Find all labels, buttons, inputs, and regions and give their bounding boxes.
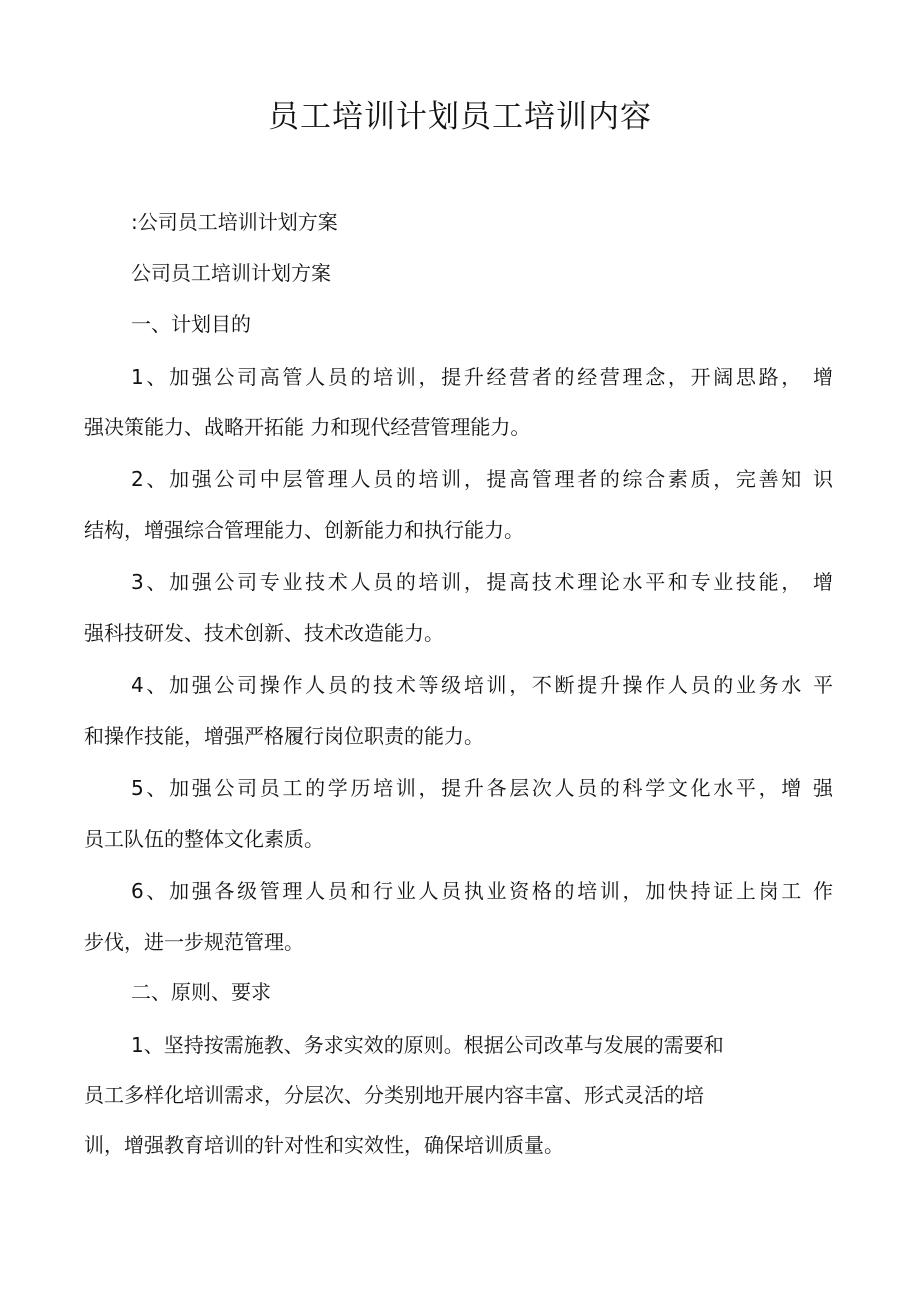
paragraph-line: 5、加强公司员工的学历培训，提升各层次人员的科学文化水平，增 强 xyxy=(131,776,833,800)
paragraph-line: 4、加强公司操作人员的技术等级培训，不断提升操作人员的业务水 平 xyxy=(131,673,833,697)
paragraph-line: 2、加强公司中层管理人员的培训，提高管理者的综合素质，完善知 识 xyxy=(131,467,833,491)
paragraph-line: 强决策能力、战略开拓能 力和现代经营管理能力。 xyxy=(84,415,531,439)
section-heading-purpose: 一、计划目的 xyxy=(131,312,251,336)
paragraph-line: 强科技研发、技术创新、技术改造能力。 xyxy=(84,621,444,645)
paragraph-line: 训，增强教育培训的针对性和实效性，确保培训质量。 xyxy=(84,1133,564,1157)
paragraph-line: 3、加强公司专业技术人员的培训，提高技术理论水平和专业技能， 增 xyxy=(131,570,833,594)
paragraph-line: 员工多样化培训需求，分层次、分类别地开展内容丰富、形式灵活的培 xyxy=(84,1083,704,1107)
section-heading-principles: 二、原则、要求 xyxy=(131,980,271,1004)
plan-heading: 公司员工培训计划方案 xyxy=(131,261,331,285)
paragraph-line: 6、加强各级管理人员和行业人员执业资格的培训，加快持证上岗工 作 xyxy=(131,879,833,903)
paragraph-line: 员工队伍的整体文化素质。 xyxy=(84,827,324,851)
paragraph-line: 步伐，进一步规范管理。 xyxy=(84,930,304,954)
paragraph-line: 1、加强公司高管人员的培训，提升经营者的经营理念，开阔思路， 增 xyxy=(131,365,833,389)
document-title: 员工培训计划员工培训内容 xyxy=(268,99,652,135)
paragraph-line: 和操作技能，增强严格履行岗位职责的能力。 xyxy=(84,724,484,748)
paragraph-line: 结构，增强综合管理能力、创新能力和执行能力。 xyxy=(84,518,524,542)
subtitle-line: :公司员工培训计划方案 xyxy=(131,210,338,234)
paragraph-line: 1、坚持按需施教、务求实效的原则。根据公司改革与发展的需要和 xyxy=(131,1033,724,1057)
